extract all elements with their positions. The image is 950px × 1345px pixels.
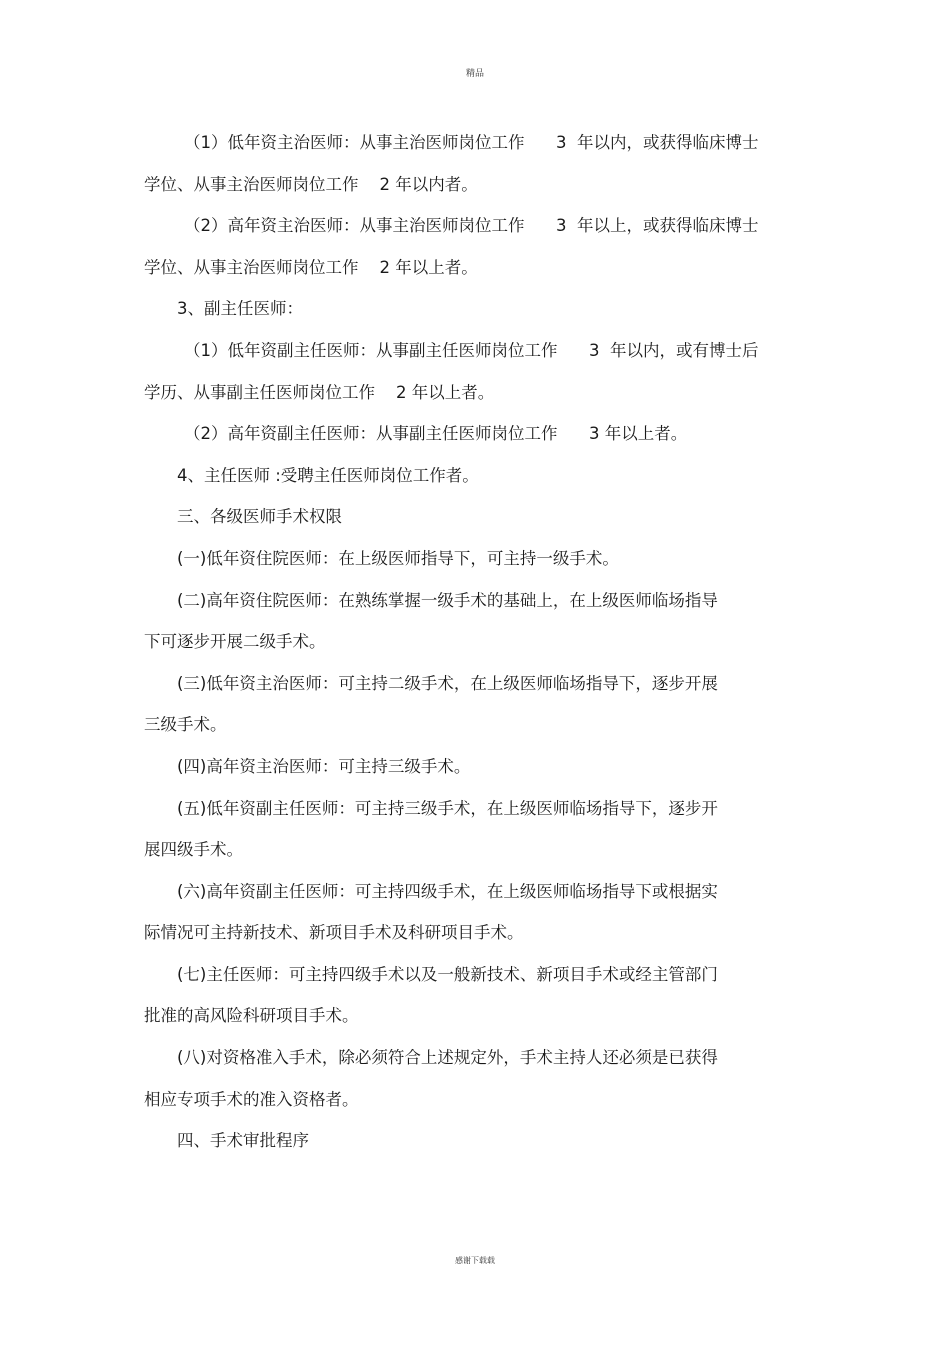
text-line: (四)高年资主治医师：可主持三级手术。: [177, 756, 471, 776]
text-line: (六)高年资副主任医师：可主持四级手术，在上级医师临场指导下或根据实: [177, 881, 718, 901]
text-line: (三)低年资主治医师：可主持二级手术，在上级医师临场指导下，逐步开展: [177, 673, 718, 693]
text-line: (七)主任医师：可主持四级手术以及一般新技术、新项目手术或经主管部门: [177, 964, 718, 984]
text-line: （1）低年资主治医师：从事主治医师岗位工作 3 年以内，或获得临床博士: [184, 133, 759, 152]
text-line: (八)对资格准入手术，除必须符合上述规定外，手术主持人还必须是已获得: [177, 1048, 718, 1068]
text-line: 四、手术审批程序: [177, 1131, 309, 1151]
text-line: 三、各级医师手术权限: [177, 507, 342, 527]
text-line: 4、主任医师 :受聘主任医师岗位工作者。: [177, 465, 479, 485]
text-line: 展四级手术。: [144, 840, 243, 860]
text-line: 批准的高风险科研项目手术。: [144, 1006, 359, 1026]
text-line: (二)高年资住院医师：在熟练掌握一级手术的基础上，在上级医师临场指导: [177, 590, 718, 610]
text-line: 学历、从事副主任医师岗位工作 2 年以上者。: [144, 382, 495, 402]
text-line: (一)低年资住院医师：在上级医师指导下，可主持一级手术。: [177, 548, 619, 568]
text-line: （2）高年资副主任医师：从事副主任医师岗位工作 3 年以上者。: [184, 424, 688, 444]
text-line: 学位、从事主治医师岗位工作 2 年以上者。: [144, 257, 478, 277]
page-footer: 感谢下载载: [455, 1256, 495, 1265]
document-body: [144, 122, 804, 1162]
text-line: 际情况可主持新技术、新项目手术及科研项目手术。: [144, 923, 524, 943]
text-line: 三级手术。: [144, 715, 227, 735]
text-line: （2）高年资主治医师：从事主治医师岗位工作 3 年以上，或获得临床博士: [184, 216, 759, 236]
text-line: 学位、从事主治医师岗位工作 2 年以内者。: [144, 174, 478, 194]
text-line: 下可逐步开展二级手术。: [144, 632, 326, 652]
text-line: 3、副主任医师：: [177, 299, 303, 319]
text-line: （1）低年资副主任医师：从事副主任医师岗位工作 3 年以内，或有博士后: [184, 340, 759, 360]
text-line: (五)低年资副主任医师：可主持三级手术，在上级医师临场指导下，逐步开: [177, 798, 718, 818]
text-line: 相应专项手术的准入资格者。: [144, 1089, 359, 1109]
page-header: 精品: [465, 69, 484, 79]
